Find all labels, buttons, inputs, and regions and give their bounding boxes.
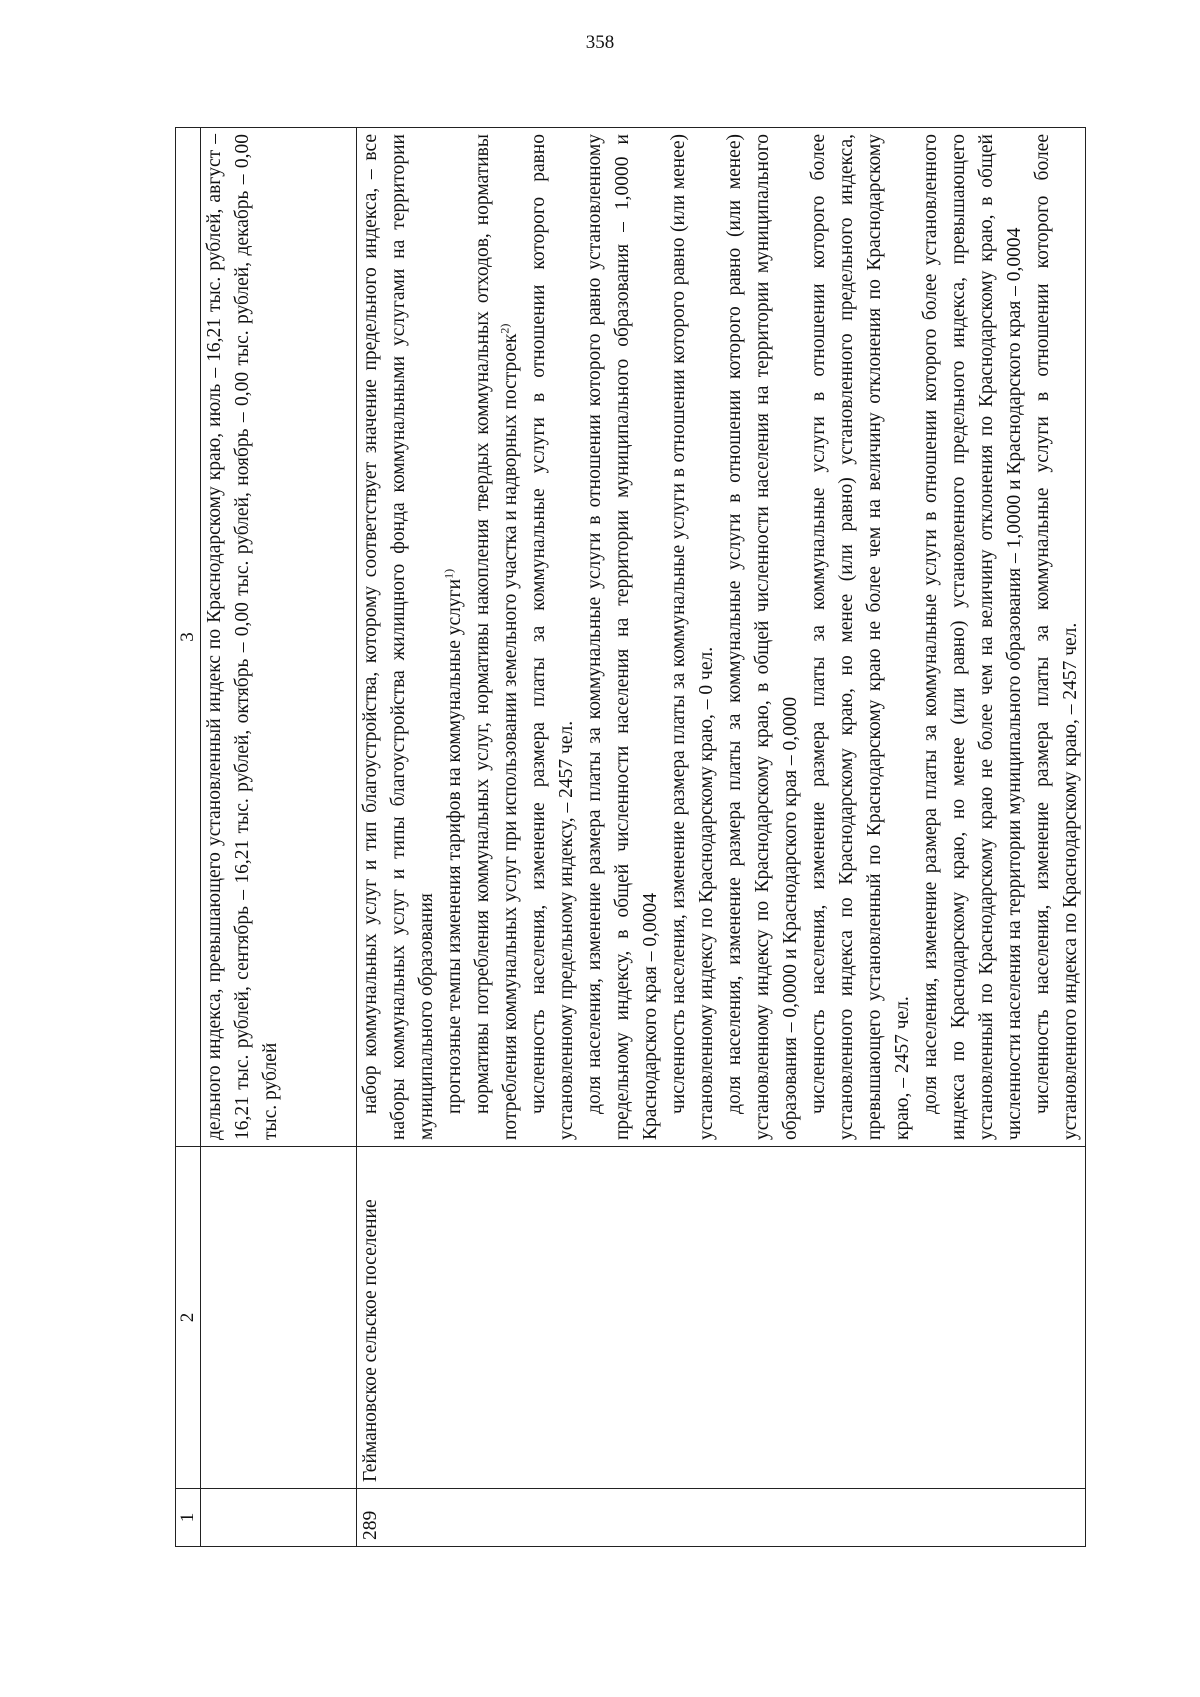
paragraph: набор коммунальных услуг и тип благоустройства, которому соответствует значение предельного индекса, – все наборы коммунальных услуг и типы благоустройства жилищного фонда коммунальными услугами на территории муниципального образования [360,134,437,1140]
row-description [357,128,1086,1147]
paragraph: численность населения, изменение размера платы за коммунальные услуги в отношении которого более установленного индекса по Краснодарскому краю, – 2457 чел. [1032,134,1081,1140]
paragraph: доля населения, изменение размера платы за коммунальные услуги в отношении которого равно (или менее) установленному индексу по Краснодарскому краю, в общей численности населения на территории муниципального образования – 0,0000 и Краснодарского края – 0,0000 [724,134,801,1140]
cell-continuation-text [201,128,357,1147]
footnote-ref: 2) [497,323,512,334]
paragraph: численность населения, изменение размера платы за коммунальные услуги в отношении которого более установленного индекса по Краснодарскому краю, но менее (или равно) установленного предельного индекса, превышающего установленный по Краснодарскому краю не более чем на величину отклонения по Краснодарскому краю, – 2457 чел. [808,134,913,1140]
paragraph: прогнозные темпы изменения тарифов на коммунальные услуги$^{1)}$ [441,568,465,1114]
rotated-table-container [175,127,1081,1547]
cell-empty [201,1489,357,1547]
settlement-name: Геймановское сельское поселение [357,1147,1086,1489]
row-number: 289 [357,1489,1086,1547]
table-row-continuation [201,128,357,1547]
cell-empty [201,1147,357,1489]
paragraph: численность населения, изменение размера платы за коммунальные услуги в отношении которого равно (или менее) установленному индексу по Краснодарскому краю, – 0 чел. [668,134,717,1140]
header-col-2: 2 [176,1147,201,1489]
paragraph: нормативы потребления коммунальных услуг, нормативы накопления твердых коммунальных отходов, нормативы потребления коммунальных услуг при использовании земельного участка и надворных построек$^{2)}$ [472,134,521,1140]
continuation-paragraph: дельного индекса, превышающего установленный индекс по Краснодарскому краю, июль – 16,21 тыс. рублей, август – 16,21 тыс. рублей, сентябрь – 16,21 тыс. рублей, октябрь – 0,00 тыс. рублей, ноябрь – 0,00 тыс. рублей, декабрь – 0,00 тыс. рублей [204,134,281,1140]
header-col-3: 3 [176,128,201,1147]
paragraph: численность населения, изменение размера платы за коммунальные услуги в отношении которого равно установленному предельному индексу, – 2457 чел. [528,134,577,1140]
header-col-1: 1 [176,1489,201,1547]
paragraph: доля населения, изменение размера платы за коммунальные услуги в отношении которого более установленного индекса по Краснодарскому краю, но менее (или равно) установленного предельного индекса, превышающего установленный по Краснодарскому краю не более чем на величину отклонения по Краснодарскому краю, в общей численности населения на территории муниципального образования – 1,0000 и Краснодарского края – 0,0004 [920,134,1025,1140]
paragraph: доля населения, изменение размера платы за коммунальные услуги в отношении которого равно установленному предельному индексу, в общей численности населения на территории муниципального образования – 1,0000 и Краснодарского края – 0,0004 [584,134,661,1140]
footnote-ref: 1) [441,568,456,579]
data-table [175,127,1086,1547]
table-header-row [176,128,201,1547]
page-number: 358 [585,32,615,53]
table-row [357,128,1086,1547]
